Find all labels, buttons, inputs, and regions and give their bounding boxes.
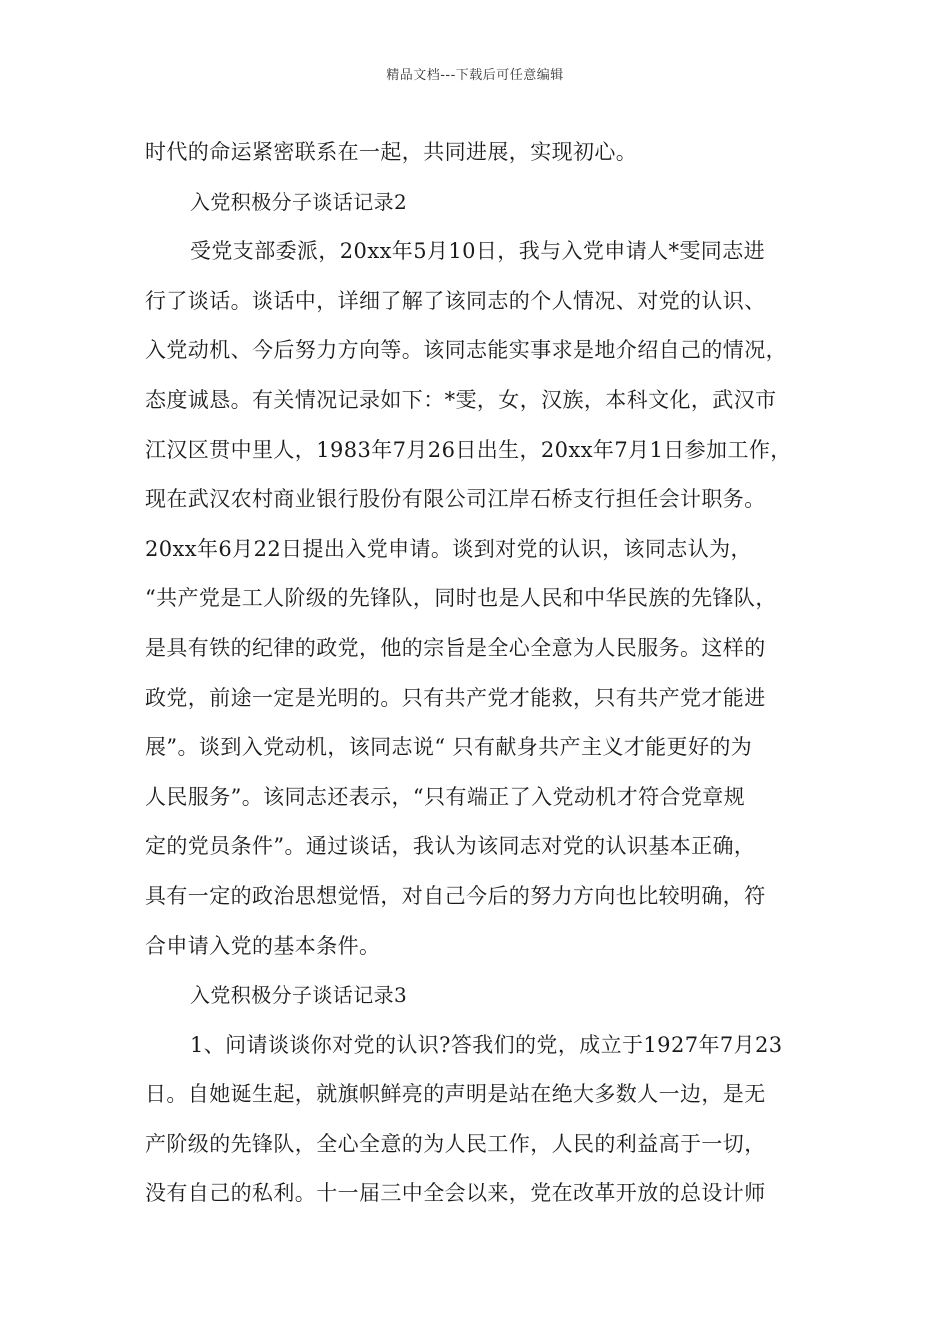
body-line: 江汉区贯中里人，1983年7月26日出生，20xx年7月1日参加工作，: [145, 437, 792, 462]
section-heading: 入党积极分子谈话记录3: [190, 983, 408, 1008]
body-line: 人民服务”。该同志还表示，“只有端正了入党动机才符合党章规: [145, 784, 746, 809]
body-line: 受党支部委派，20xx年5月10日，我与入党申请人*雯同志进: [190, 239, 765, 264]
body-line: 展”。谈到入党动机，该同志说“ 只有献身共产主义才能更好的为: [145, 735, 753, 760]
body-line: 政党，前途一定是光明的。只有共产党才能救，只有共产党才能进: [145, 685, 766, 710]
body-line: 态度诚恳。有关情况记录如下：*雯，女，汉族，本科文化，武汉市: [145, 387, 777, 412]
body-line: 1、问请谈谈你对党的认识?答我们的党，成立于1927年7月23: [190, 1032, 783, 1057]
body-line: “共产党是工人阶级的先锋队，同时也是人民和中华民族的先锋队，: [145, 586, 777, 611]
page-header: 精品文档---下载后可任意编辑: [386, 68, 564, 83]
body-line: 日。自她诞生起，就旗帜鲜亮的声明是站在绝大多数人一边，是无: [145, 1082, 766, 1107]
body-line: 现在武汉农村商业银行股份有限公司江岸石桥支行担任会计职务。: [145, 487, 766, 512]
document-body: [145, 128, 825, 1219]
body-line: 合申请入党的基本条件。: [145, 933, 381, 958]
body-line: 行了谈话。谈话中，详细了解了该同志的个人情况、对党的认识、: [145, 288, 766, 313]
body-line: 定的党员条件”。通过谈话，我认为该同志对党的认识基本正确，: [145, 834, 756, 859]
body-line: 20xx年6月22日提出入党申请。谈到对党的认识，该同志认为，: [145, 536, 752, 561]
body-line: 产阶级的先锋队，全心全意的为人民工作，人民的利益高于一切，: [145, 1131, 766, 1156]
body-line: 具有一定的政治思想觉悟，对自己今后的努力方向也比较明确，符: [145, 883, 766, 908]
body-line: 没有自己的私利。十一届三中全会以来，党在改革开放的总设计师: [145, 1181, 766, 1206]
body-line: 是具有铁的纪律的政党，他的宗旨是全心全意为人民服务。这样的: [145, 635, 766, 660]
body-line: 入党动机、今后努力方向等。该同志能实事求是地介绍自己的情况，: [145, 338, 787, 363]
body-line: 时代的命运紧密联系在一起，共同进展，实现初心。: [145, 140, 638, 164]
section-heading: 入党积极分子谈话记录2: [190, 189, 408, 214]
